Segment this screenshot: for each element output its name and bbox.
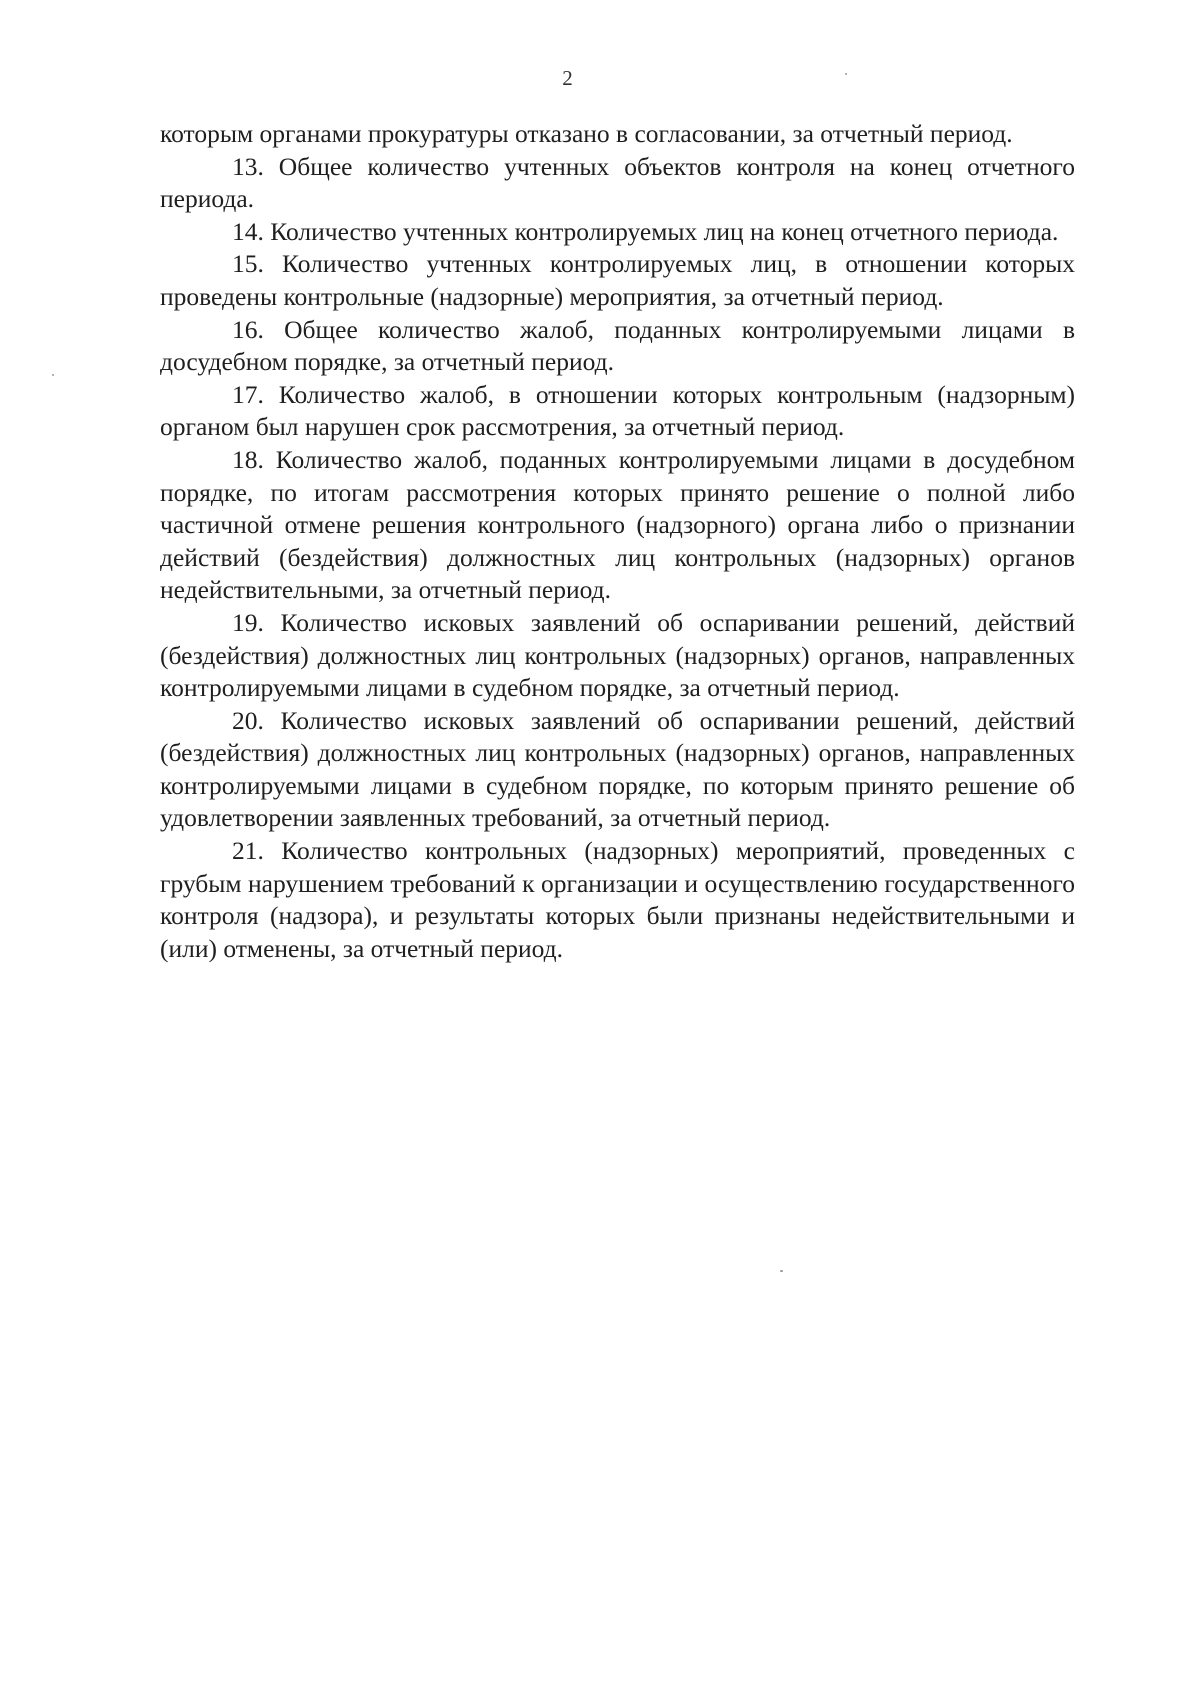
paragraph-12-continuation: которым органами прокуратуры отказано в согласовании, за отчетный период. <box>160 119 1013 148</box>
paragraph-13: 13. Общее количество учтенных объектов контроля на конец отчетного периода. <box>160 151 1075 214</box>
paragraph-14: 14. Количество учтенных контролируемых лиц на конец отчетного периода. <box>232 216 1059 246</box>
page-number: 2 <box>562 66 573 90</box>
paragraph-21: 21. Количество контрольных (надзорных) мероприятий, проведенных с грубым нарушением требований к организации и осуществлению государственного контроля (надзора), и результаты которых были признаны недействительными и (или) отменены, за отчетный период. <box>160 836 1075 963</box>
scan-speck <box>780 1270 783 1272</box>
scan-speck <box>52 374 54 376</box>
paragraph-19: 19. Количество исковых заявлений об оспаривании решений, действий (бездействия) должностных лиц контрольных (надзорных) органов, направленных контролируемыми лицами в судебном порядке, за отчетный период. <box>160 607 1075 703</box>
scan-speck <box>845 73 847 75</box>
paragraph-17: 17. Количество жалоб, в отношении которых контрольным (надзорным) органом был нарушен срок рассмотрения, за отчетный период. <box>160 379 1075 442</box>
document-body <box>160 118 1075 965</box>
paragraph-20: 20. Количество исковых заявлений об оспаривании решений, действий (бездействия) должностных лиц контрольных (надзорных) органов, направленных контролируемыми лицами в судебном порядке, по которым принято решение об удовлетворении заявленных требований, за отчетный период. <box>160 705 1075 833</box>
paragraph-15: 15. Количество учтенных контролируемых лиц, в отношении которых проведены контрольные (надзорные) мероприятия, за отчетный период. <box>160 249 1075 311</box>
paragraph-16: 16. Общее количество жалоб, поданных контролируемыми лицами в досудебном порядке, за отчетный период. <box>160 314 1075 377</box>
paragraph-18: 18. Количество жалоб, поданных контролируемыми лицами в досудебном порядке, по итогам рассмотрения которых принято решение о полной либо частичной отмене решения контрольного (надзорного) органа либо о признании действий (бездействия) должностных лиц контрольных (надзорных) органов недействительными, за отчетный период. <box>160 444 1075 605</box>
